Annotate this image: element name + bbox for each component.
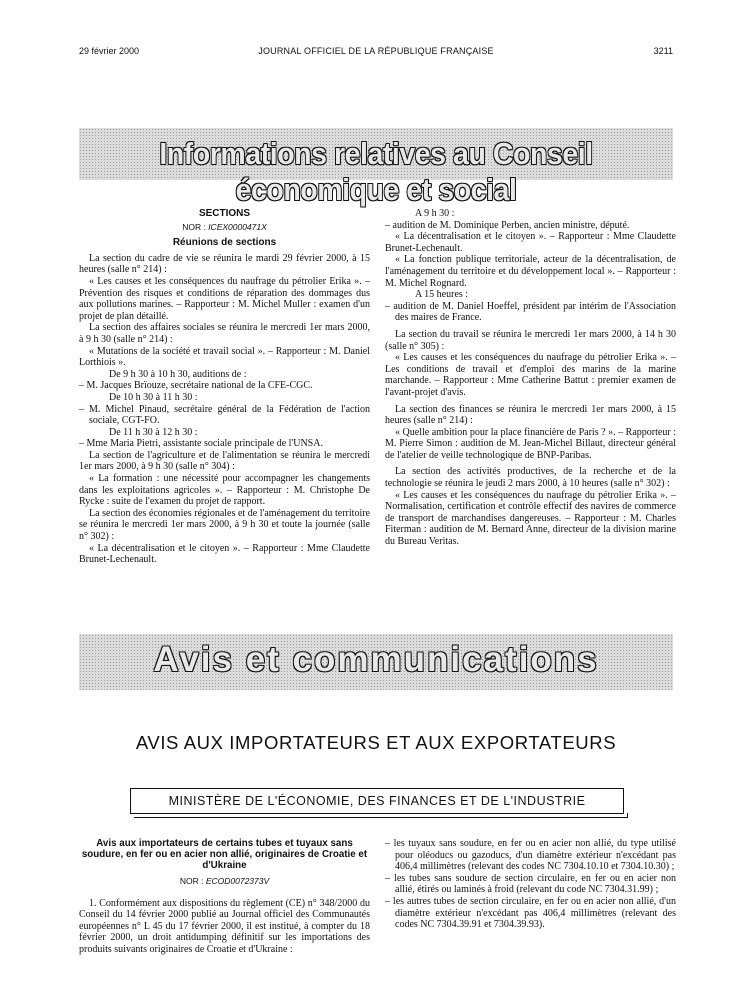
paragraph: « Les causes et les conséquences du naufrage du pétrolier Erika ». – Normalisation, certification et contrôle effectif des navires de commerce de transport de marchandises dangereuses. – Rapporteur : M. Charles Fiterman : audition de M. Bernard Anne, directeur de la division marine du Bureau Veritas. [385,489,676,548]
nor-label: NOR : [179,876,204,886]
paragraph: « Les causes et les conséquences du naufrage du pétrolier Erika ». – Les conditions de travail et d'emploi des marins de la marine marchande. – Rapporteur : Mme Catherine Battut : premier examen de l'avant-projet d'avis. [385,352,676,398]
paragraph: La section du cadre de vie se réunira le mardi 29 février 2000, à 15 heures (salle n° 214) : [79,252,370,276]
list-item: – M. Michel Pinaud, secrétaire général de la Fédération de l'action sociale, CGT-FO. [79,403,370,427]
avis-title: Avis aux importateurs de certains tubes et tuyaux sans soudure, en fer ou en acier non allié, originaires de Croatie et d'Ukraine [81,838,368,871]
list-item: – audition de M. Dominique Perben, ancien ministre, député. [385,219,630,231]
paragraph: 1. Conformément aux dispositions du règlement (CE) n° 348/2000 du Conseil du 14 février 2000 publié au Journal officiel des Communautés européennes n° L 45 du 17 février 2000, il est institué, à compter du 18 février 2000, un droit antidumping définitif sur les importations des produits suivants originaires de Croatie et d'Ukraine : [79,897,370,955]
paragraph: La section des affaires sociales se réunira le mercredi 1er mars 2000, à 9 h 30 (salle n° 214) : [79,322,370,345]
paragraph: La section de l'agriculture et de l'alimentation se réunira le mercredi 1er mars 2000, à 9 h 30 (salle n° 304) : [79,449,370,473]
sections-title: SECTIONS [198,208,251,219]
banner-title: Informations relatives au Conseil économique et social [159,136,593,207]
banner-avis-communications [79,634,673,690]
list-item: – M. Jacques Brïouze, secrétaire national de la CFE-CGC. [79,380,313,392]
header-page-number: 3211 [653,46,673,56]
list-item: – audition de M. Daniel Hoeffel, président par intérim de l'Association des maires de France. [385,300,676,324]
paragraph: « Mutations de la société et travail social ». – Rapporteur : M. Daniel Lorthiois ». [79,345,370,369]
banner-title: Avis et communications [153,640,599,679]
avis-left-column [79,838,370,956]
header-date: 29 février 2000 [79,46,140,56]
sections-subtitle: Réunions de sections [172,237,277,249]
time-slot: De 11 h 30 à 12 h 30 : [109,426,198,438]
list-item: – les autres tubes de section circulaire, en fer ou en acier non allié, d'un diamètre extérieur n'excédant pas 406,4 millimètres (relevant des codes NC 7304.39.91 et 7304.39.93). [385,895,676,931]
paragraph: « Quelle ambition pour la place financière de Paris ? ». – Rapporteur : M. Pierre Simon : audition de M. Jean-Michel Billaut, directeur général de l'atelier de veille technologique de BNP-Paribas. [385,426,676,461]
nor-code: ICEX0000471X [208,221,267,232]
list-item: – Mme Maria Pietri, assistante sociale principale de l'UNSA. [79,438,323,450]
avis-right-column [385,838,676,931]
paragraph: « La décentralisation et le citoyen ». – Rapporteur : Mme Claudette Brunet-Lechenault. [79,542,370,566]
ministere-box [130,788,624,814]
ministere-title: MINISTÈRE DE L'ÉCONOMIE, DES FINANCES ET DE L'INDUSTRIE [168,794,586,808]
sections-nor [79,222,370,234]
paragraph: « La formation : une nécessité pour accompagner les changements dans les exploitations agricoles ». – Rapporteur : M. Christophe De Rycke : suite de l'examen du projet de rapport. [79,473,370,508]
sections-left-column [79,208,370,566]
nor-code: ECOD0072373V [205,876,270,886]
paragraph: « La décentralisation et le citoyen ». – Rapporteur : Mme Claudette Brunet-Lechenault. [385,231,676,254]
time-slot: A 9 h 30 : [415,208,455,219]
list-item: – les tubes sans soudure de section circulaire, en fer ou en acier non allié, étirés ou laminés à froid (relevant du code NC 7304.31.99) ; [385,872,676,896]
header-journal-title: JOURNAL OFFICIEL DE LA RÉPUBLIQUE FRANÇAISE [258,46,494,56]
paragraph: La section des économies régionales et de l'aménagement du territoire se réunira le mercredi 1er mars 2000, à 9 h 30 et toute la journée (salle n° 302) : [79,507,370,543]
paragraph: « La fonction publique territoriale, acteur de la décentralisation, de l'aménagement du territoire et du développement local ». – Rapporteur : M. Michel Rognard. [385,254,676,289]
time-slot: De 10 h 30 à 11 h 30 : [109,391,198,403]
time-slot: A 15 heures : [415,289,469,301]
avis-heading: AVIS AUX IMPORTATEURS ET AUX EXPORTATEURS [135,732,617,753]
avis-nor [79,876,370,888]
time-slot: De 9 h 30 à 10 h 30, auditions de : [109,368,247,380]
paragraph: La section des activités productives, de la recherche et de la technologie se réunira le jeudi 2 mars 2000, à 10 heures (salle n° 302) : [385,466,676,490]
sections-right-column [385,208,676,548]
nor-label: NOR : [182,221,206,232]
list-item: – les tuyaux sans soudure, en fer ou en acier non allié, du type utilisé pour oléoducs ou gazoducs, d'un diamètre extérieur n'excédant pas 406,4 millimètres (relevant des codes NC 7304.10.10 et 7304.10.30) ; [385,838,676,873]
paragraph: « Les causes et les conséquences du naufrage du pétrolier Erika ». – Prévention des risques et conditions de réparation des dommages dus aux pollutions marines. – Rapporteur : M. Michel Muller : examen d'un projet de plan détaillé. [79,275,370,322]
paragraph: La section des finances se réunira le mercredi 1er mars 2000, à 15 heures (salle n° 214) : [385,403,676,427]
banner-conseil-economique [79,128,673,207]
paragraph: La section du travail se réunira le mercredi 1er mars 2000, à 14 h 30 (salle n° 305) : [385,328,676,352]
